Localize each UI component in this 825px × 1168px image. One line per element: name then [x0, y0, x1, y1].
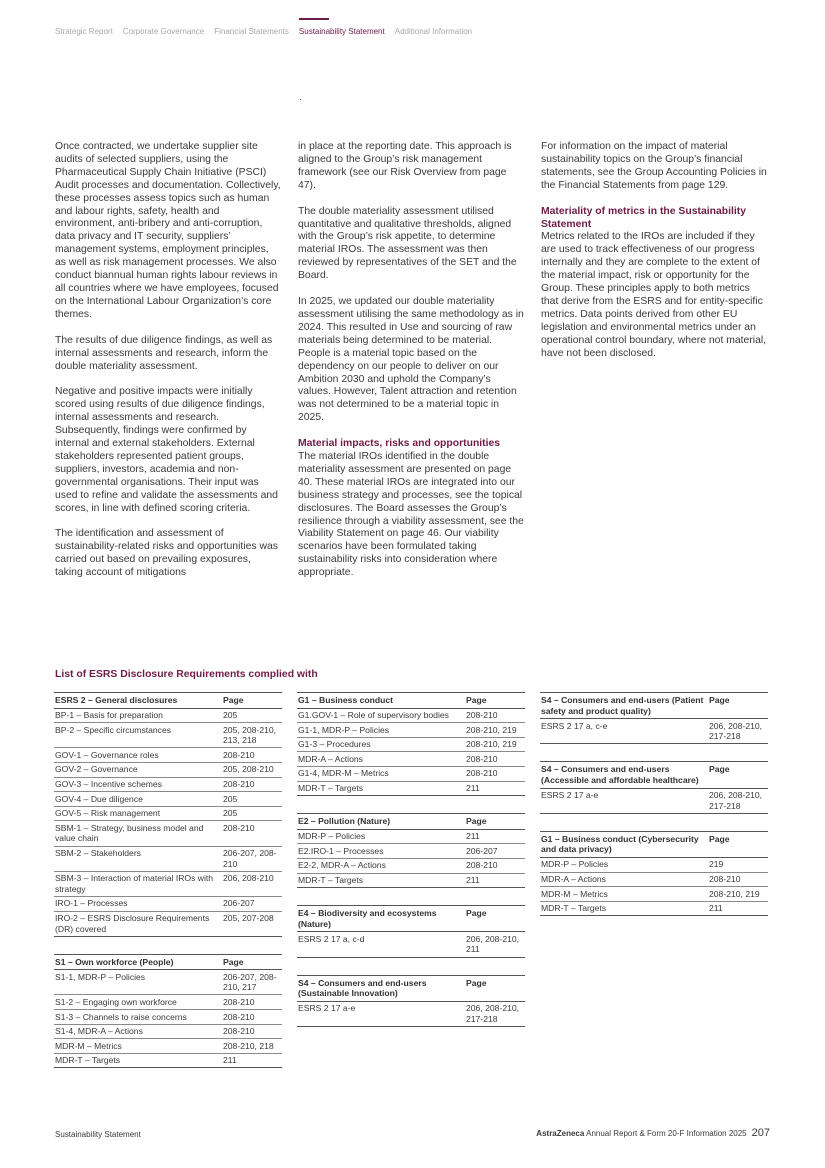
table-header-row	[297, 814, 525, 830]
table-row	[54, 995, 282, 1010]
page-reference-cell: 208-210	[465, 858, 525, 873]
tab-sustainability-statement[interactable]: Sustainability Statement	[299, 18, 385, 40]
requirement-cell: MDR-T – Targets	[540, 901, 708, 916]
table-row	[54, 1010, 282, 1025]
page-column-header: Page	[222, 954, 282, 970]
requirement-cell: ESRS 2 17 a-e	[540, 788, 708, 813]
table-row	[54, 723, 282, 748]
table-row	[540, 872, 768, 887]
page-reference-cell: 208-210	[465, 752, 525, 767]
table-row	[297, 766, 525, 781]
table-row	[297, 723, 525, 738]
page-reference-cell: 211	[222, 1053, 282, 1068]
table-s4-accessible-healthcare	[540, 761, 768, 813]
table-row	[54, 708, 282, 723]
table-heading: S1 – Own workforce (People)	[54, 954, 222, 970]
requirement-cell: MDR-M – Metrics	[540, 887, 708, 902]
table-row	[54, 792, 282, 807]
page-column-header: Page	[465, 814, 525, 830]
requirement-cell: IRO-1 – Processes	[54, 896, 222, 911]
table-row	[54, 821, 282, 846]
table-heading: S4 – Consumers and end-users (Sustainable Innovation)	[297, 975, 465, 1001]
page-column-header: Page	[708, 831, 768, 857]
paragraph: The identification and assessment of sustainability-related risks and opportunities was carried out based on prevailing exposures, taking account of mitigations	[55, 528, 278, 579]
requirement-cell: MDR-M – Metrics	[54, 1039, 222, 1054]
page-reference-cell: 208-210	[222, 821, 282, 846]
section-heading-material-iros: Material impacts, risks and opportunities	[298, 438, 501, 450]
page-reference-cell: 219	[708, 857, 768, 872]
requirement-cell: E2.IRO-1 – Processes	[297, 844, 465, 859]
footer-section-label: Sustainability Statement	[55, 1130, 141, 1139]
tab-financial-statements[interactable]: Financial Statements	[214, 27, 289, 36]
table-g1-business-conduct	[297, 692, 525, 796]
paragraph: The double materiality assessment utilised quantitative and qualitative thresholds, aligned with the Group’s risk appetite, to determine material IROs. The assessment was then reviewed by representatives of the SET and the Board.	[298, 205, 517, 282]
page-reference-cell: 208-210, 219	[465, 737, 525, 752]
page-reference-cell: 205	[222, 792, 282, 807]
table-row	[54, 896, 282, 911]
requirement-cell: G1-4, MDR-M – Metrics	[297, 766, 465, 781]
page-reference-cell: 206-207, 208-210, 217	[222, 970, 282, 995]
page-reference-cell: 211	[465, 873, 525, 888]
requirement-cell: SBM-1 – Strategy, business model and value chain	[54, 821, 222, 846]
table-row	[297, 829, 525, 844]
page-reference-cell: 205, 207-208	[222, 911, 282, 936]
page-reference-cell: 205	[222, 806, 282, 821]
page-reference-cell: 206, 208-210, 211	[465, 932, 525, 957]
page-reference-cell: 206, 208-210, 217-218	[465, 1001, 525, 1026]
table-row	[540, 788, 768, 813]
footer-report-title	[536, 1129, 746, 1138]
table-header-row	[297, 906, 525, 932]
table-row	[54, 762, 282, 777]
page-reference-cell: 208-210	[465, 708, 525, 723]
paragraph: For information on the impact of material sustainability topics on the Group’s financial statements, see the Group Accounting Policies in the Financial Statements from page 129.	[541, 141, 767, 191]
requirement-cell: S1-2 – Engaging own workforce	[54, 995, 222, 1010]
paragraph: The material IROs identified in the double materiality assessment are presented on page 40. These material IROs are integrated into our business strategy and processes, see the topical disclosures. The Board assesses the Group’s resilience through a viability assessment, see the Viability Statement on page 46. Our viability scenarios have been formulated taking sustainability risks into consideration where appropriate.	[298, 451, 524, 579]
table-header-row	[54, 954, 282, 970]
table-heading: E2 – Pollution (Nature)	[297, 814, 465, 830]
requirement-cell: GOV-2 – Governance	[54, 762, 222, 777]
table-row	[297, 858, 525, 873]
requirement-cell: MDR-A – Actions	[297, 752, 465, 767]
text-column-1	[55, 141, 281, 593]
page-reference-cell: 208-210, 219	[708, 887, 768, 902]
requirement-cell: SBM-2 – Stakeholders	[54, 846, 222, 871]
table-row	[54, 871, 282, 896]
requirement-cell: BP-2 – Specific circumstances	[54, 723, 222, 748]
table-row	[54, 846, 282, 871]
paragraph: In 2025, we updated our double materiality assessment utilising the same methodology as in 2024. This resulted in Use and sourcing of raw materials being determined to be material. People is a material topic based on the dependency on our people to deliver on our Ambition 2030 and uphold the Company’s values. However, Talent attraction and retention was not determined to be a material topic in 2025.	[298, 296, 524, 424]
page-reference-cell: 208-210	[222, 1010, 282, 1025]
table-row	[54, 970, 282, 995]
table-row	[54, 1039, 282, 1054]
requirement-cell: GOV-4 – Due diligence	[54, 792, 222, 807]
page-reference-cell: 205, 208-210, 213, 218	[222, 723, 282, 748]
table-row	[54, 911, 282, 936]
table-header-row	[540, 831, 768, 857]
requirement-cell: G1-1, MDR-P – Policies	[297, 723, 465, 738]
page-column-header: Page	[465, 693, 525, 709]
requirement-cell: ESRS 2 17 a-e	[297, 1001, 465, 1026]
table-row	[297, 737, 525, 752]
page-reference-cell: 206-207	[222, 896, 282, 911]
requirement-cell: ESRS 2 17 a, c-d	[297, 932, 465, 957]
requirement-cell: S1-1, MDR-P – Policies	[54, 970, 222, 995]
table-row	[54, 777, 282, 792]
paragraph: The results of due diligence findings, as well as internal assessments and research, inform the double materiality assessment.	[55, 334, 273, 372]
table-row	[297, 873, 525, 888]
table-header-row	[54, 693, 282, 709]
table-s4-sustainable-innovation	[297, 975, 525, 1027]
table-e2-pollution	[297, 813, 525, 888]
tab-corporate-governance[interactable]: Corporate Governance	[122, 27, 205, 36]
paragraph: Metrics related to the IROs are included if they are used to track effectiveness of our progress internally and they are complete to the extent of the material impact, risk or opportunity for the Group. These principles apply to both metrics that derive from the ESRS and for entity-specific metrics. Data points derived from other EU legislation and environmental metrics under an operational control boundary, where not material, have not been disclosed.	[541, 231, 767, 359]
text-column-2	[298, 141, 524, 593]
requirement-cell: S1-3 – Channels to raise concerns	[54, 1010, 222, 1025]
table-row	[297, 844, 525, 859]
table-row	[54, 748, 282, 763]
table-header-row	[540, 693, 768, 719]
page-reference-cell: 206, 208-210, 217-218	[708, 719, 768, 744]
table-row	[297, 781, 525, 796]
table-heading: G1 – Business conduct	[297, 693, 465, 709]
top-navigation	[55, 18, 472, 40]
table-header-row	[297, 693, 525, 709]
page-reference-cell: 208-210	[465, 766, 525, 781]
table-row	[54, 1053, 282, 1068]
requirement-cell: S1-4, MDR-A – Actions	[54, 1024, 222, 1039]
requirement-cell: GOV-3 – Incentive schemes	[54, 777, 222, 792]
page-column-header: Page	[222, 693, 282, 709]
page-reference-cell: 206, 208-210, 217-218	[708, 788, 768, 813]
table-row	[54, 806, 282, 821]
requirement-cell: GOV-5 – Risk management	[54, 806, 222, 821]
requirement-cell: IRO-2 – ESRS Disclosure Requirements (DR) covered	[54, 911, 222, 936]
page-number: 207	[751, 1127, 770, 1139]
requirement-cell: SBM-3 – Interaction of material IROs with strategy	[54, 871, 222, 896]
requirement-cell: MDR-A – Actions	[540, 872, 708, 887]
table-row	[540, 901, 768, 916]
requirement-cell: E2-2, MDR-A – Actions	[297, 858, 465, 873]
table-row	[297, 932, 525, 957]
page-reference-cell: 211	[465, 781, 525, 796]
table-row	[297, 1001, 525, 1026]
page-column-header: Page	[465, 906, 525, 932]
text-column-3	[541, 141, 767, 374]
page-column-header: Page	[708, 693, 768, 719]
paragraph: Once contracted, we undertake supplier site audits of selected suppliers, using the Pharmaceutical Supply Chain Initiative (PSCI) Audit processes and documentation. Collectively, these processes assess topics such as human and labour rights, safety, health and environment, anti-bribery and anti-corruption, data privacy and IT security, suppliers’ management systems, employment principles, as well as risk management processes. We also conduct biannual human rights labour reviews in all countries where we have employees, focused on the International Labour Organization’s core themes.	[55, 141, 281, 320]
table-row	[540, 857, 768, 872]
table-heading: S4 – Consumers and end-users (Accessible and affordable healthcare)	[540, 762, 708, 788]
decorative-dot	[300, 99, 301, 100]
table-heading: S4 – Consumers and end-users (Patient safety and product quality)	[540, 693, 708, 719]
page-reference-cell: 208-210	[222, 777, 282, 792]
disclosure-table-column-1	[54, 692, 282, 1085]
requirement-cell: GOV-1 – Governance roles	[54, 748, 222, 763]
table-row	[540, 887, 768, 902]
table-heading: E4 – Biodiversity and ecosystems (Nature)	[297, 906, 465, 932]
table-esrs2-general-disclosures	[54, 692, 282, 937]
page-reference-cell: 208-210	[708, 872, 768, 887]
requirement-cell: ESRS 2 17 a, c-e	[540, 719, 708, 744]
page-reference-cell: 208-210, 218	[222, 1039, 282, 1054]
table-g1-cybersecurity	[540, 831, 768, 917]
brand-name: AstraZeneca	[536, 1129, 585, 1138]
disclosure-list-title: List of ESRS Disclosure Requirements complied with	[55, 669, 318, 680]
page-reference-cell: 208-210	[222, 748, 282, 763]
paragraph: in place at the reporting date. This approach is aligned to the Group’s risk management framework (see our Risk Overview from page 47).	[298, 141, 512, 191]
page-reference-cell: 206-207, 208-210	[222, 846, 282, 871]
tab-additional-information[interactable]: Additional Information	[394, 27, 473, 36]
page-reference-cell: 208-210	[222, 1024, 282, 1039]
table-heading: G1 – Business conduct (Cybersecurity and data privacy)	[540, 831, 708, 857]
disclosure-table-column-2	[297, 692, 525, 1044]
disclosure-table-column-3	[540, 692, 768, 933]
requirement-cell: MDR-T – Targets	[297, 781, 465, 796]
section-heading-materiality-of-metrics: Materiality of metrics in the Sustainability Statement	[541, 205, 746, 230]
requirement-cell: MDR-P – Policies	[540, 857, 708, 872]
page-reference-cell: 211	[708, 901, 768, 916]
page-reference-cell: 205	[222, 708, 282, 723]
requirement-cell: MDR-T – Targets	[54, 1053, 222, 1068]
page-reference-cell: 206-207	[465, 844, 525, 859]
requirement-cell: MDR-P – Policies	[297, 829, 465, 844]
table-heading: ESRS 2 – General disclosures	[54, 693, 222, 709]
requirement-cell: BP-1 – Basis for preparation	[54, 708, 222, 723]
tab-strategic-report[interactable]: Strategic Report	[55, 27, 113, 36]
table-row	[297, 708, 525, 723]
paragraph: Negative and positive impacts were initially scored using results of due diligence findings, internal assessments and research. Subsequently, findings were confirmed by internal and external stakeholders. External stakeholders represented patient groups, suppliers, investors, academia and non-governmental organisations. Their input was used to refine and validate the assessments and scores, in line with defined scoring criteria.	[55, 386, 278, 514]
table-row	[54, 1024, 282, 1039]
table-row	[540, 719, 768, 744]
table-header-row	[297, 975, 525, 1001]
table-header-row	[540, 762, 768, 788]
page-reference-cell: 205, 208-210	[222, 762, 282, 777]
page-reference-cell: 206, 208-210	[222, 871, 282, 896]
page-column-header: Page	[465, 975, 525, 1001]
table-e4-biodiversity	[297, 905, 525, 957]
requirement-cell: G1.GOV-1 – Role of supervisory bodies	[297, 708, 465, 723]
page-reference-cell: 208-210	[222, 995, 282, 1010]
table-s1-own-workforce	[54, 954, 282, 1069]
requirement-cell: G1-3 – Procedures	[297, 737, 465, 752]
table-row	[297, 752, 525, 767]
page-reference-cell: 208-210, 219	[465, 723, 525, 738]
page-column-header: Page	[708, 762, 768, 788]
report-name: Annual Report & Form 20-F Information 2025	[586, 1129, 747, 1138]
requirement-cell: MDR-T – Targets	[297, 873, 465, 888]
table-s4-patient-safety	[540, 692, 768, 744]
page-reference-cell: 211	[465, 829, 525, 844]
footer-report-info	[536, 1127, 770, 1139]
